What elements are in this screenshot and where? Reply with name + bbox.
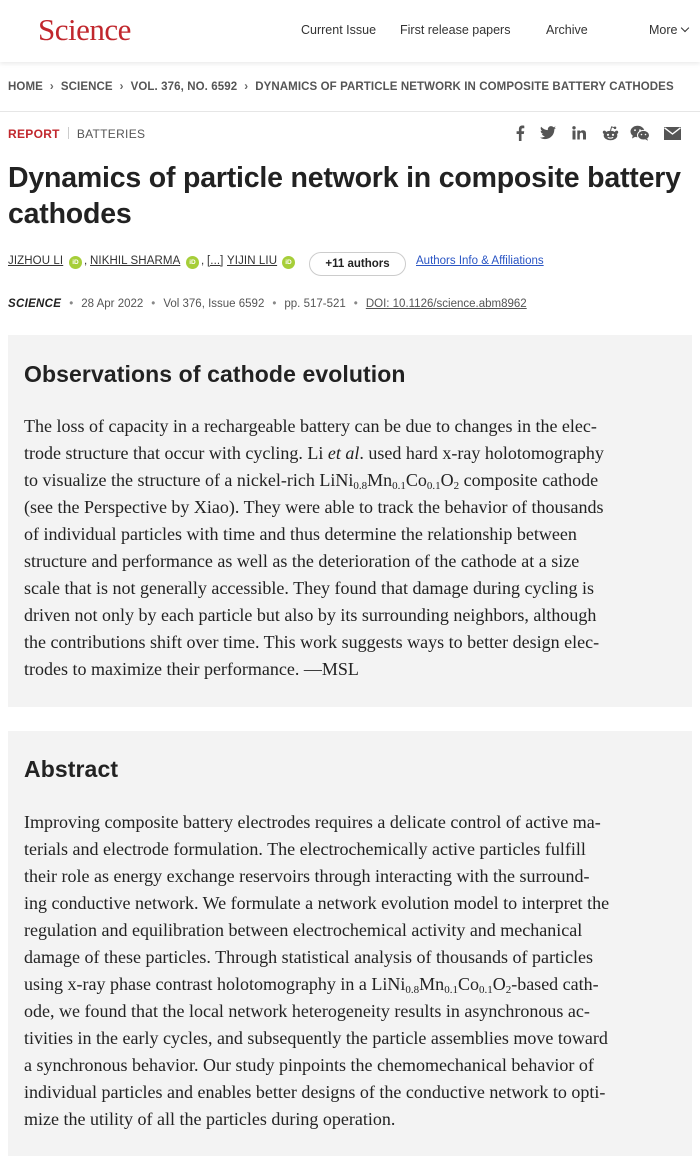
bullet-separator: •: [272, 298, 277, 310]
authors-affiliations-link[interactable]: Authors Info & Affiliations: [416, 255, 544, 267]
breadcrumb-science[interactable]: SCIENCE: [60, 81, 113, 93]
science-logo[interactable]: Science: [38, 12, 131, 47]
breadcrumb-article[interactable]: DYNAMICS OF PARTICLE NETWORK IN COMPOSITE BATTERY CATHODES: [255, 81, 674, 93]
separator: [68, 127, 69, 139]
article-title-line: cathodes: [8, 198, 132, 230]
text-segment: their role as energy exchange reservoirs through interacting with the surround-: [24, 866, 590, 886]
subscript: 0.1: [392, 480, 406, 492]
authors-ellipsis[interactable]: [...]: [207, 255, 224, 267]
author-separator: ,: [201, 255, 205, 267]
author-link[interactable]: YIJIN LIU: [227, 255, 278, 267]
text-line: [24, 998, 679, 1025]
text-segment: Mn: [367, 470, 393, 490]
volume-issue: Vol 376, Issue 6592: [163, 298, 265, 310]
editor-summary-text: [24, 413, 679, 683]
bullet-separator: •: [353, 298, 358, 310]
journal-name[interactable]: SCIENCE: [8, 298, 62, 310]
subscript: 0.8: [353, 480, 368, 492]
text-segment: the contributions shift over time. This work suggests ways to better design elec-: [24, 632, 600, 652]
text-line: [24, 1079, 679, 1106]
nav-first-release-papers[interactable]: First release papers: [400, 23, 511, 37]
text-segment: -based cath-: [511, 974, 599, 994]
editor-summary-heading: Observations of cathode evolution: [24, 361, 406, 387]
article-section-label[interactable]: BATTERIES: [76, 127, 146, 141]
text-line: [24, 1052, 679, 1079]
text-segment: driven not only by each particle but also by its surrounding neighbors, although: [24, 605, 597, 625]
chevron-right-icon: ›: [119, 81, 124, 93]
twitter-icon[interactable]: [538, 124, 558, 142]
text-segment: a synchronous behavior. Our study pinpoints the chemomechanical behavior of: [24, 1055, 594, 1075]
text-segment: O: [440, 470, 454, 490]
text-segment: ode, we found that the local network heterogeneity results in asynchronous ac-: [24, 1001, 590, 1021]
text-line: [24, 917, 679, 944]
divider: [0, 111, 700, 112]
page-range: pp. 517-521: [284, 298, 346, 310]
subscript: 0.1: [444, 984, 458, 996]
text-line: [24, 467, 679, 494]
citation-line: [8, 298, 527, 310]
text-line: [24, 890, 679, 917]
wechat-icon[interactable]: [630, 124, 650, 142]
author-link[interactable]: JIZHOU LI: [8, 255, 64, 267]
text-line: [24, 494, 679, 521]
author-list: [8, 252, 698, 278]
text-segment: regulation and equilibration between electrochemical activity and mechanical: [24, 920, 583, 940]
text-segment: et al: [327, 443, 360, 463]
chevron-down-icon: [681, 24, 689, 32]
text-line: [24, 809, 679, 836]
breadcrumb: [8, 81, 698, 93]
author-link[interactable]: NIKHIL SHARMA: [90, 255, 181, 267]
linkedin-icon[interactable]: [569, 124, 589, 142]
top-navigation: [0, 0, 700, 62]
subscript: 2: [453, 480, 460, 492]
text-line: [24, 944, 679, 971]
text-segment: . used hard x-ray holotomography: [359, 443, 604, 463]
text-segment: tivities in the early cycles, and subsequently the particle assemblies move toward: [24, 1028, 608, 1048]
article-title: [8, 160, 698, 232]
text-line: [24, 656, 679, 683]
text-segment: trodes to maximize their performance. —MSL: [24, 659, 359, 679]
text-segment: The loss of capacity in a rechargeable battery can be due to changes in the elec-: [24, 416, 597, 436]
text-line: [24, 863, 679, 890]
text-segment: Improving composite battery electrodes requires a delicate control of active ma-: [24, 812, 601, 832]
text-segment: trode structure that occur with cycling. Li: [24, 443, 328, 463]
chevron-right-icon: ›: [49, 81, 54, 93]
article-type-label[interactable]: REPORT: [8, 127, 60, 141]
text-segment: structure and performance as well as the deterioration of the cathode at a size: [24, 551, 580, 571]
text-line: [24, 1106, 679, 1133]
article-title-line: Dynamics of particle network in composite battery: [8, 162, 681, 194]
facebook-icon[interactable]: [510, 124, 530, 142]
text-segment: composite cathode: [459, 470, 599, 490]
bullet-separator: •: [151, 298, 156, 310]
email-icon[interactable]: [662, 124, 682, 142]
publication-date: 28 Apr 2022: [81, 298, 144, 310]
nav-current-issue[interactable]: Current Issue: [301, 23, 377, 37]
text-segment: damage of these particles. Through statistical analysis of thousands of particles: [24, 947, 594, 967]
text-segment: individual particles and enables better designs of the conductive network to opti-: [24, 1082, 606, 1102]
subscript: 0.8: [405, 984, 420, 996]
subscript: 0.1: [478, 984, 493, 996]
text-segment: scale that is not generally accessible. They found that damage during cycling is: [24, 578, 594, 598]
breadcrumb-volume[interactable]: VOL. 376, NO. 6592: [130, 81, 238, 93]
bullet-separator: •: [69, 298, 74, 310]
doi-link[interactable]: DOI: 10.1126/science.abm8962: [365, 298, 527, 310]
nav-more-label: More: [649, 23, 678, 37]
orcid-icon[interactable]: iD: [69, 256, 82, 269]
author-separator: ,: [84, 255, 88, 267]
text-line: [24, 413, 679, 440]
text-segment: Co: [405, 470, 427, 490]
abstract-heading: Abstract: [24, 756, 119, 782]
text-segment: using x-ray phase contrast holotomography in a LiNi: [24, 974, 406, 994]
orcid-icon[interactable]: iD: [186, 256, 199, 269]
article-type-row: [8, 127, 145, 141]
editor-summary-section: [8, 335, 692, 707]
subscript: 2: [505, 984, 512, 996]
text-line: [24, 548, 679, 575]
text-segment: (see the Perspective by Xiao). They were able to track the behavior of thousands: [24, 497, 604, 517]
reddit-icon[interactable]: [600, 124, 620, 142]
text-segment: O: [492, 974, 506, 994]
nav-archive[interactable]: Archive: [546, 23, 588, 37]
text-segment: mize the utility of all the particles during operation.: [24, 1109, 396, 1129]
text-line: [24, 971, 679, 998]
text-segment: terials and electrode formulation. The electrochemically active particles fulfill: [24, 839, 586, 859]
text-segment: Mn: [419, 974, 445, 994]
text-line: [24, 602, 679, 629]
text-segment: Co: [457, 974, 479, 994]
text-segment: to visualize the structure of a nickel-rich LiNi: [24, 470, 354, 490]
text-line: [24, 629, 679, 656]
text-line: [24, 1025, 679, 1052]
text-line: [24, 440, 679, 467]
orcid-icon[interactable]: iD: [282, 256, 295, 269]
nav-more-menu[interactable]: [649, 24, 688, 37]
text-segment: of individual particles with time and thus determine the relationship between: [24, 524, 577, 544]
breadcrumb-home[interactable]: HOME: [8, 81, 43, 93]
text-line: [24, 836, 679, 863]
abstract-text: [24, 809, 679, 1133]
abstract-section: [8, 731, 692, 1156]
subscript: 0.1: [426, 480, 441, 492]
text-line: [24, 575, 679, 602]
chevron-right-icon: ›: [244, 81, 249, 93]
text-segment: ing conductive network. We formulate a network evolution model to interpret the: [24, 893, 610, 913]
share-toolbar: [510, 124, 690, 142]
more-authors-button[interactable]: +11 authors: [309, 252, 406, 276]
text-line: [24, 521, 679, 548]
